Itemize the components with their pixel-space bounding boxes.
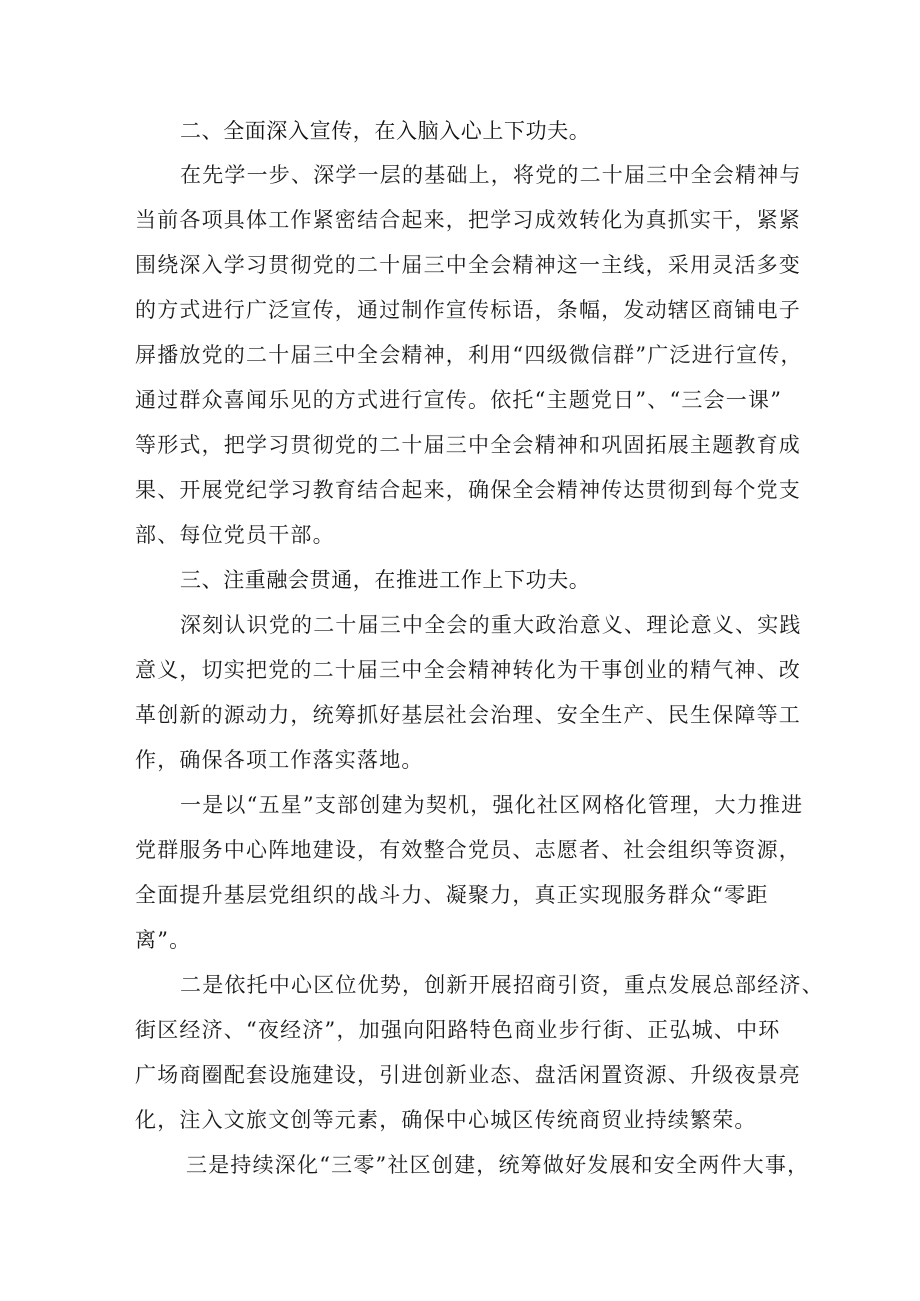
paragraph-line: 革创新的源动力，统筹抓好基层社会治理、安全生产、民生保障等工 [135,703,801,727]
paragraph-line: 二是依托中心区位优势，创新开展招商引资，重点发展总部经济、 [180,973,824,997]
paragraph-line: 深刻认识党的二十届三中全会的重大政治意义、理论意义、实践 [180,613,802,637]
paragraph-line: 当前各项具体工作紧密结合起来，把学习成效转化为真抓实干，紧紧 [135,208,801,232]
paragraph-line: 党群服务中心阵地建设，有效整合党员、志愿者、社会组织等资源， [135,838,801,862]
paragraph-line: 街区经济、“夜经济”，加强向阳路特色商业步行街、正弘城、中环 [135,1018,781,1042]
paragraph-line: 通过群众喜闻乐见的方式进行宣传。依托“主题党日”、“三会一课” [135,388,783,412]
paragraph-line: 广场商圈配套设施建设，引进创新业态、盘活闲置资源、升级夜景亮 [135,1063,801,1087]
paragraph-line: 全面提升基层党组织的战斗力、凝聚力，真正实现服务群众“零距 [135,883,769,907]
paragraph-line: 部、每位党员干部。 [135,523,335,547]
paragraph-line: 作，确保各项工作落实落地。 [135,748,424,772]
paragraph-line: 意义，切实把党的二十届三中全会精神转化为干事创业的精气神、改 [135,658,801,682]
section-heading-2: 二、全面深入宣传，在入脑入心上下功夫。 [180,119,591,143]
paragraph-line: 化，注入文旅文创等元素，确保中心城区传统商贸业持续繁荣。 [135,1108,757,1132]
paragraph-line: 果、开展党纪学习教育结合起来，确保全会精神传达贯彻到每个党支 [135,478,801,502]
paragraph-line: 的方式进行广泛宣传，通过制作宣传标语，条幅，发动辖区商铺电子 [135,298,801,322]
paragraph-line: 一是以“五星”支部创建为契机，强化社区网格化管理，大力推进 [180,793,804,817]
section-heading-3: 三、注重融会贯通，在推进工作上下功夫。 [180,568,591,592]
paragraph-line: 围绕深入学习贯彻党的二十届三中全会精神这一主线，采用灵活多变 [135,253,801,277]
paragraph-line: 屏播放党的二十届三中全会精神，利用“四级微信群”广泛进行宣传， [135,343,803,367]
paragraph-line: 在先学一步、深学一层的基础上，将党的二十届三中全会精神与 [180,163,802,187]
paragraph-line: 等形式，把学习贯彻党的二十届三中全会精神和巩固拓展主题教育成 [135,433,801,457]
paragraph-line: 三是持续深化“三零”社区创建，统筹做好发展和安全两件大事， [186,1153,810,1177]
paragraph-line: 离”。 [135,928,192,952]
